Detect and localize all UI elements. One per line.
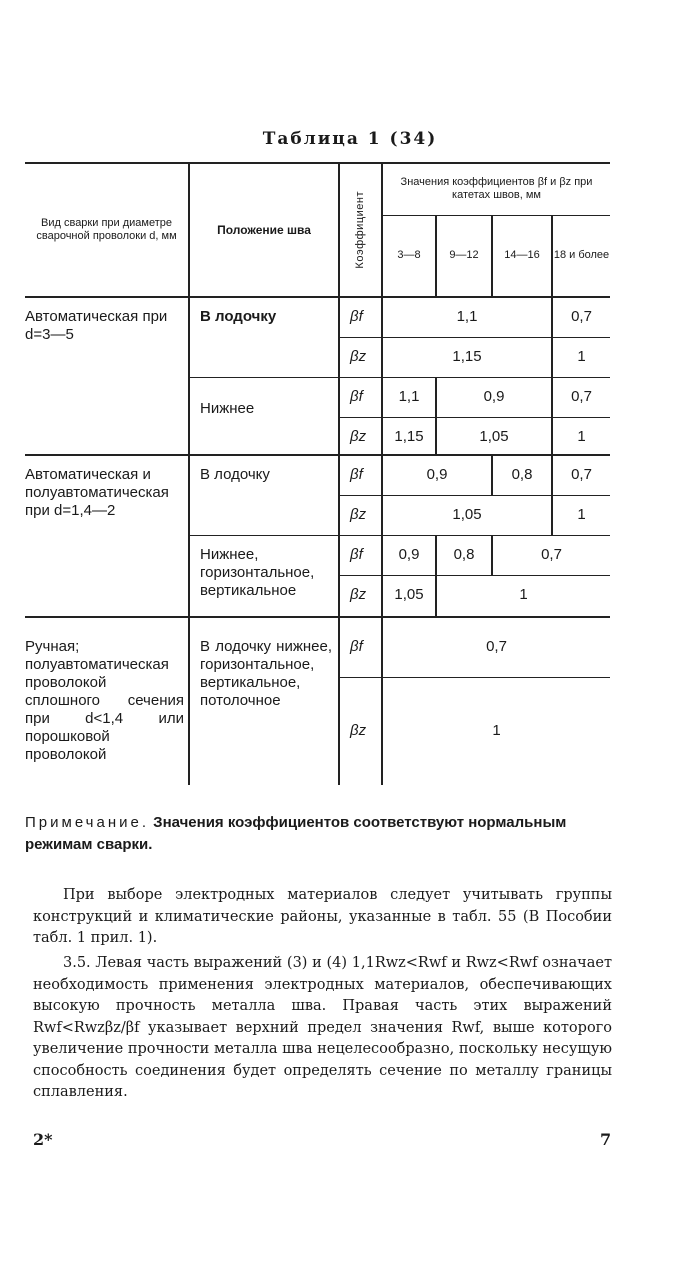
page-number: 7 <box>600 1130 612 1149</box>
value-cell: 0,7 <box>552 297 610 337</box>
value-cell: 0,7 <box>382 617 610 677</box>
welding-type-auto-d3-5: Автоматическая при d=3—5 <box>25 308 168 343</box>
note-label: Примечание. <box>25 814 149 831</box>
value-cell: 1,05 <box>382 575 436 617</box>
value-cell: 1 <box>552 337 610 377</box>
value-cell: 1,05 <box>436 417 552 455</box>
coef-bz: βz <box>339 417 382 455</box>
value-cell: 1,1 <box>382 377 436 417</box>
header-leg-14-16: 14—16 <box>492 215 552 297</box>
coef-bf: βf <box>339 297 382 337</box>
paragraph-3-5: 3.5. Левая часть выражений (3) и (4) 1,1Rwz<Rwf и Rwz<Rwf означает необходимость применения электродных материалов, обеспечивающих высокую прочность металла шва. Правая часть этих выражений Rwf<Rwzβz/βf указывает верхний предел значения Rwf, выше которого увеличение прочности металла шва нецелесообразно, поскольку несущую способность соединения будет определять сечение по металлу границы сплавления. <box>33 955 612 1100</box>
coef-bz: βz <box>339 337 382 377</box>
position-flat-horizontal-vertical: Нижнее, горизонтальное, вертикальное <box>189 535 339 617</box>
value-cell: 0,8 <box>436 535 492 575</box>
position-all: В лодочку нижнее, горизонтальное, вертикальное, потолочное <box>189 617 339 785</box>
coef-bz: βz <box>339 575 382 617</box>
value-cell: 1,15 <box>382 417 436 455</box>
header-coefficient: Коэффициент <box>339 163 382 297</box>
position-boat: В лодочку <box>189 297 339 377</box>
position-boat: В лодочку <box>189 455 339 535</box>
value-cell: 0,8 <box>492 455 552 495</box>
value-cell: 0,9 <box>382 535 436 575</box>
signature-mark: 2* <box>33 1130 53 1149</box>
coef-bz: βz <box>339 495 382 535</box>
header-values-group: Значения коэффициентов βf и βz при катетах швов, мм <box>382 163 610 215</box>
value-cell: 0,9 <box>382 455 492 495</box>
value-cell: 1 <box>382 677 610 785</box>
header-leg-9-12: 9—12 <box>436 215 492 297</box>
value-cell: 0,9 <box>436 377 552 417</box>
header-seam-position: Положение шва <box>189 163 339 297</box>
position-flat: Нижнее <box>189 377 339 455</box>
coef-bf: βf <box>339 455 382 495</box>
value-cell: 1 <box>436 575 610 617</box>
coef-bf: βf <box>339 377 382 417</box>
header-leg-18-plus: 18 и более <box>552 215 610 297</box>
coefficients-table <box>25 162 610 785</box>
value-cell: 1,1 <box>382 297 552 337</box>
header-welding-type: Вид сварки при диаметре сварочной проволоки d, мм <box>25 163 189 297</box>
paragraph-electrode-materials: При выборе электродных материалов следует учитывать группы конструкций и климатические районы, указанные в табл. 55 (В Пособии табл. 1 прил. 1). <box>33 887 612 946</box>
table-title: Таблица 1 (34) <box>262 129 438 149</box>
coef-bz: βz <box>339 677 382 785</box>
header-leg-3-8: 3—8 <box>382 215 436 297</box>
value-cell: 0,7 <box>492 535 610 575</box>
value-cell: 0,7 <box>552 377 610 417</box>
welding-type-manual: Ручная; полуавтоматическая проволокой сплошного сечения при d<1,4 или порошковой проволокой <box>25 638 184 763</box>
note-text: Значения коэффициентов соответствуют нормальным режимам сварки. <box>25 814 567 853</box>
coef-bf: βf <box>339 617 382 677</box>
value-cell: 1,15 <box>382 337 552 377</box>
value-cell: 1 <box>552 417 610 455</box>
welding-type-auto-semiauto: Автоматическая и полуавтоматическая при d=1,4—2 <box>25 466 169 519</box>
value-cell: 1 <box>552 495 610 535</box>
value-cell: 1,05 <box>382 495 552 535</box>
coef-bf: βf <box>339 535 382 575</box>
table-note <box>25 812 612 856</box>
value-cell: 0,7 <box>552 455 610 495</box>
